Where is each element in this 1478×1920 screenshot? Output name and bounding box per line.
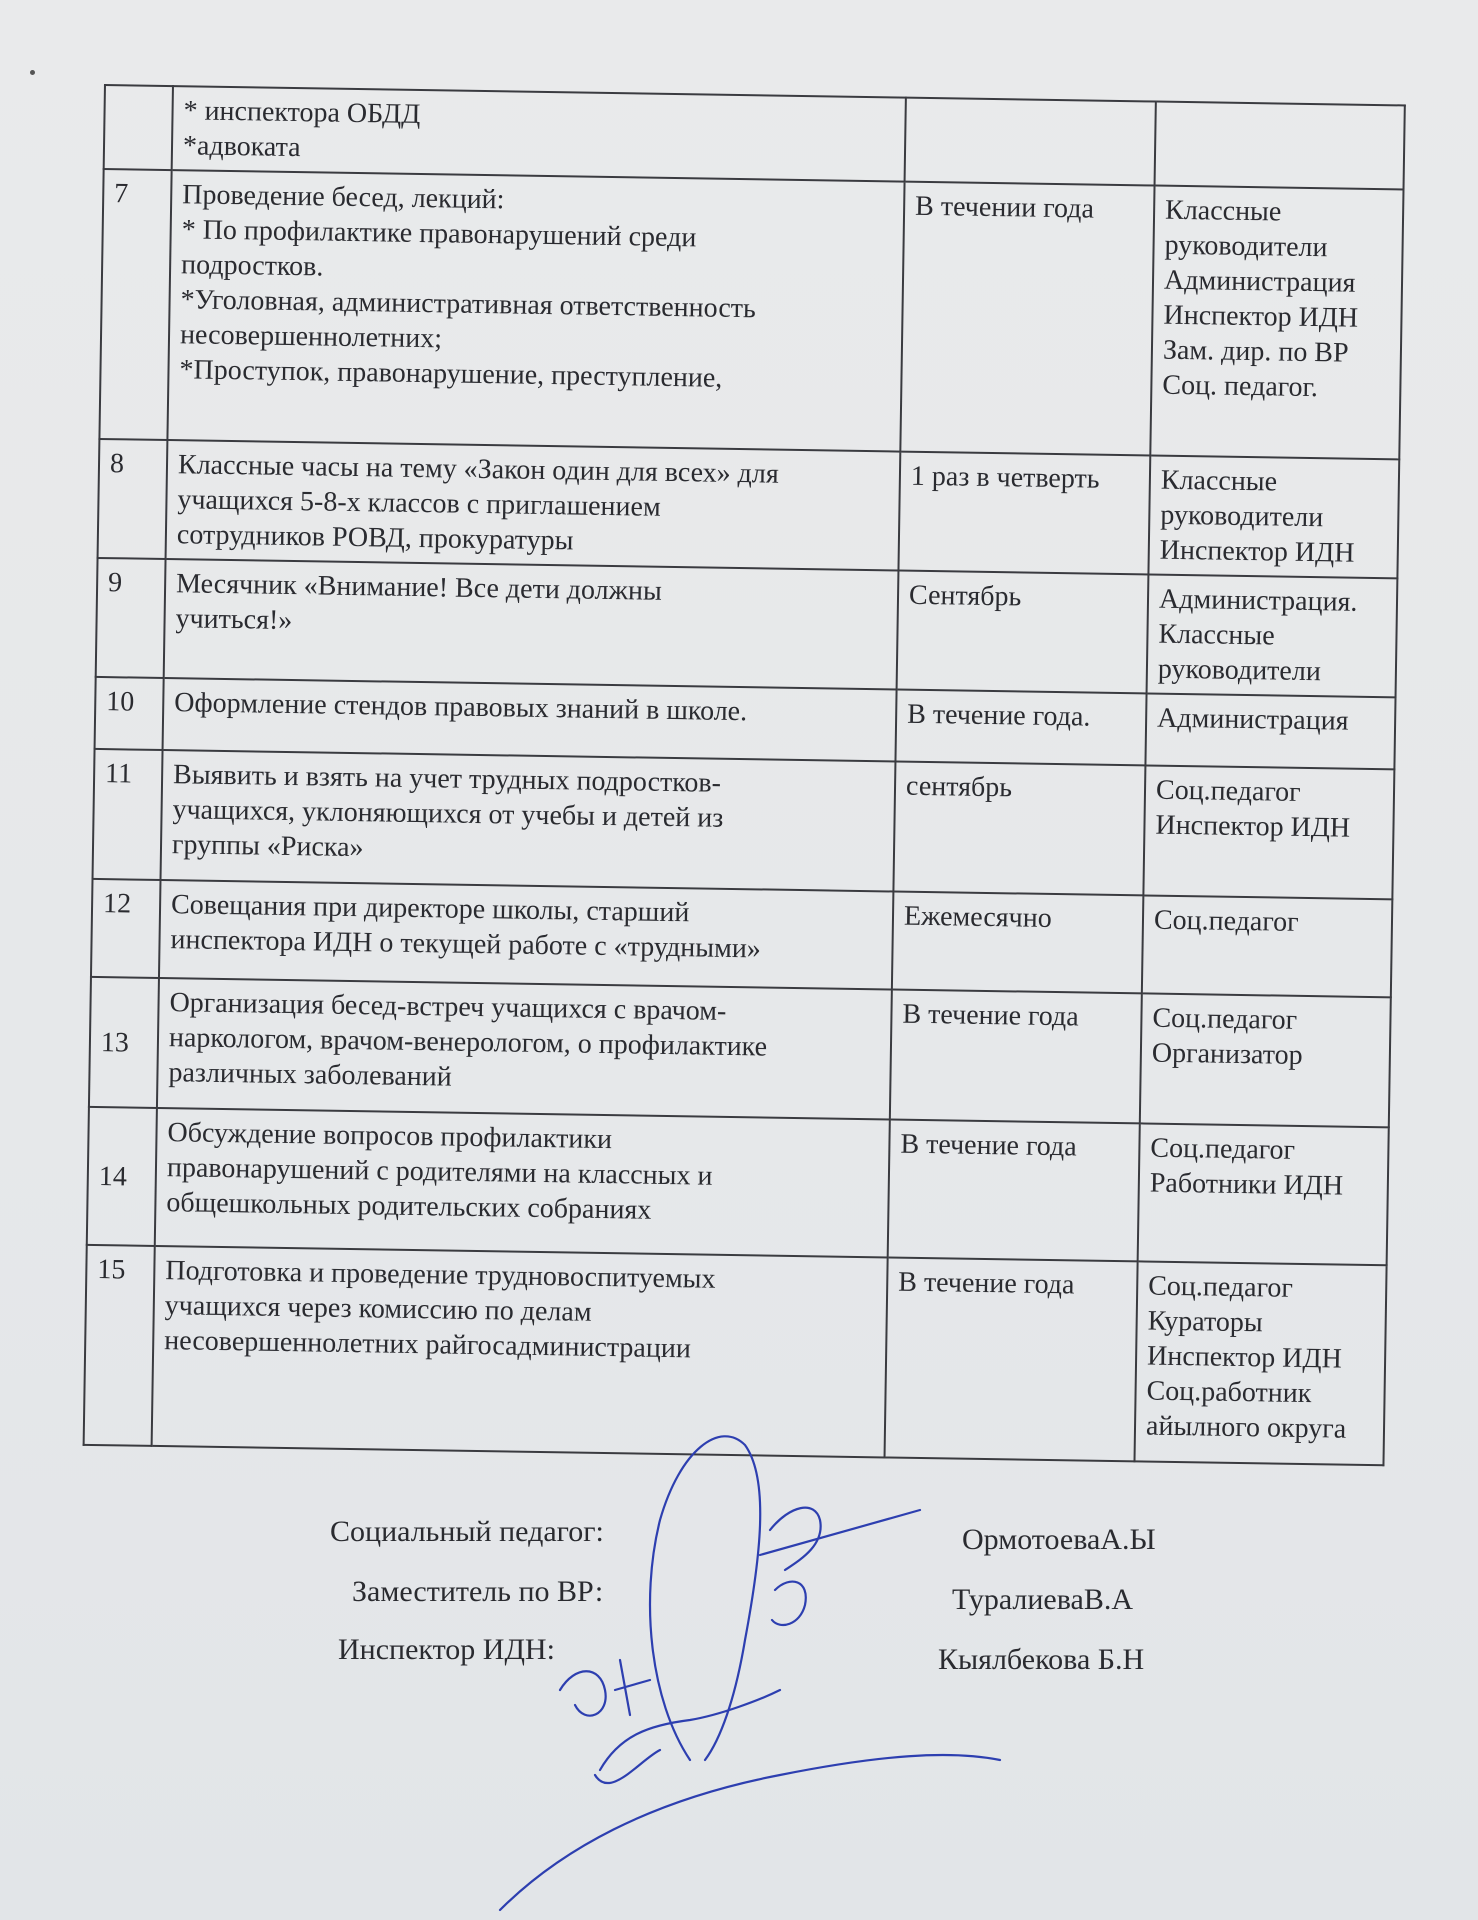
name-inspector: Кыялбекова Б.Н [938,1643,1145,1676]
signature-block [330,1515,1230,1715]
responsible-line: Администрация. [1158,583,1358,618]
event-line: * По профилактике правонарушений среди [181,214,697,254]
event-line: Организация бесед-встреч учащихся с врачом- [169,987,727,1027]
event-line: Совещания при директоре школы, старший [170,889,690,929]
row-number: 7 [99,169,171,440]
timing-cell: 1 раз в четверть [898,452,1150,575]
event-line: учиться!» [175,603,293,637]
event-line: *Проступок, правонарушение, преступление, [179,354,723,394]
responsible-line: Зам. дир. по ВР [1162,334,1349,369]
event-cell [163,678,897,762]
name-social-pedagog: ОрмотоеваА.Ы [962,1523,1156,1556]
event-line: * инспектора ОБДД [183,95,421,130]
timing-cell: В течение года [885,1257,1138,1461]
responsible-cell [1148,455,1399,578]
responsible-line: Классные [1160,464,1278,498]
row-number: 12 [91,879,161,978]
event-cell [152,1246,888,1457]
row-number: 13 [89,977,159,1108]
table-row [87,1107,1389,1265]
responsible-line: Инспектор ИДН [1163,299,1359,334]
timing-cell: В течение года [890,989,1142,1123]
timing-cell [905,98,1156,186]
table-row [93,749,1395,899]
responsible-cell [1155,102,1405,190]
signature-long-stroke [500,1755,1000,1910]
event-cell [166,440,901,570]
responsible-cell [1138,1123,1389,1265]
row-number: 9 [96,558,166,678]
responsible-line: Соц.педагог [1153,904,1299,938]
responsible-line: Классные [1164,194,1282,228]
timing-cell: В течение года. [895,690,1146,766]
responsible-line: Классные [1158,618,1275,652]
row-number: 15 [84,1245,155,1446]
role-inspector: Инспектор ИДН: [338,1633,555,1666]
timing-cell: В течение года [888,1119,1140,1261]
event-cell [157,978,892,1119]
table-row [84,1245,1387,1465]
row-number [104,85,173,170]
event-line: группы «Риска» [171,829,364,864]
event-cell [161,750,896,891]
responsible-line: Инспектор ИДН [1159,534,1355,569]
responsible-line: руководители [1164,229,1328,264]
event-line: различных заболеваний [168,1057,453,1093]
responsible-line: Соц.педагог [1155,774,1301,808]
responsible-line: Организатор [1151,1037,1303,1071]
event-line: несовершеннолетних; [179,319,443,355]
event-line: Классные часы на тему «Закон один для всех» для [177,449,780,490]
event-line: Проведение бесед, лекций: [182,179,505,216]
responsible-line: айылного округа [1145,1410,1347,1445]
responsible-cell [1140,993,1391,1127]
timing-cell: Сентябрь [897,571,1149,694]
event-line: несовершеннолетних райгосадминистрации [164,1325,692,1365]
event-cell [164,559,899,689]
table-row [89,977,1391,1127]
event-line: Месячник «Внимание! Все дети должны [175,568,663,607]
role-social-pedagog: Социальный педагог: [330,1515,604,1548]
event-cell [172,86,906,182]
row-number: 8 [98,439,168,559]
row-number: 11 [93,749,163,880]
table-row [96,558,1398,697]
responsible-line: Администрация [1163,264,1356,299]
responsible-cell [1147,574,1398,697]
event-line: учащихся через комиссию по делам [164,1290,592,1328]
role-deputy: Заместитель по ВР: [352,1575,604,1608]
responsible-cell [1134,1261,1386,1465]
event-line: *адвоката [182,130,301,164]
responsible-line: Соц.работник [1146,1375,1312,1410]
signature-row-deputy [330,1575,1230,1615]
responsible-line: руководители [1157,653,1322,688]
row-number: 14 [87,1107,157,1246]
responsible-cell [1143,765,1394,899]
event-line: Выявить и взять на учет трудных подростков- [172,759,722,799]
responsible-line: Кураторы [1147,1305,1263,1339]
event-line: учащихся 5-8-х классов с приглашением [177,484,661,523]
event-line: Обсуждение вопросов профилактики [167,1117,613,1156]
timing-cell: сентябрь [893,762,1145,896]
responsible-line: Инспектор ИДН [1155,809,1351,844]
responsible-cell [1142,895,1393,997]
event-line: подростков. [180,249,324,283]
signature-row-social-pedagog [330,1515,1230,1555]
speck [30,70,35,75]
responsible-line: Инспектор ИДН [1146,1340,1343,1375]
table-row [98,439,1400,578]
event-line: правонарушений с родителями на классных и [166,1152,713,1192]
event-cell [167,170,904,451]
table-row [99,169,1403,459]
event-line: сотрудников РОВД, прокуратуры [176,519,574,557]
responsible-line: Администрация [1156,702,1349,737]
row-number: 10 [95,677,164,750]
event-line: учащихся, уклоняющихся от учебы и детей из [172,794,724,834]
responsible-line: Работники ИДН [1149,1167,1344,1202]
event-line: общешкольных родительских собраниях [166,1187,652,1226]
event-cell [159,880,893,990]
responsible-cell [1145,693,1395,769]
responsible-line: руководители [1160,499,1324,534]
event-line: Оформление стендов правовых знаний в школе. [174,687,748,728]
timing-cell: Ежемесячно [892,891,1144,993]
name-deputy: ТуралиеваВ.А [952,1583,1134,1616]
event-cell [155,1108,890,1257]
responsible-cell [1150,186,1403,460]
activity-table [83,84,1406,1466]
event-line: инспектора ИДН о текущей работе с «трудными» [170,924,762,965]
responsible-line: Соц. педагог. [1162,369,1319,404]
signature-row-inspector [330,1633,1230,1676]
responsible-line: Соц.педагог [1148,1270,1294,1304]
responsible-line: Соц.педагог [1150,1132,1296,1166]
event-line: наркологом, врачом-венерологом, о профилактике [168,1022,768,1063]
responsible-line: Соц.педагог [1152,1002,1298,1036]
timing-cell: В течении года [900,182,1154,456]
event-line: Подготовка и проведение трудновоспитуемых [165,1255,716,1295]
event-line: *Уголовная, административная ответственность [180,284,757,325]
